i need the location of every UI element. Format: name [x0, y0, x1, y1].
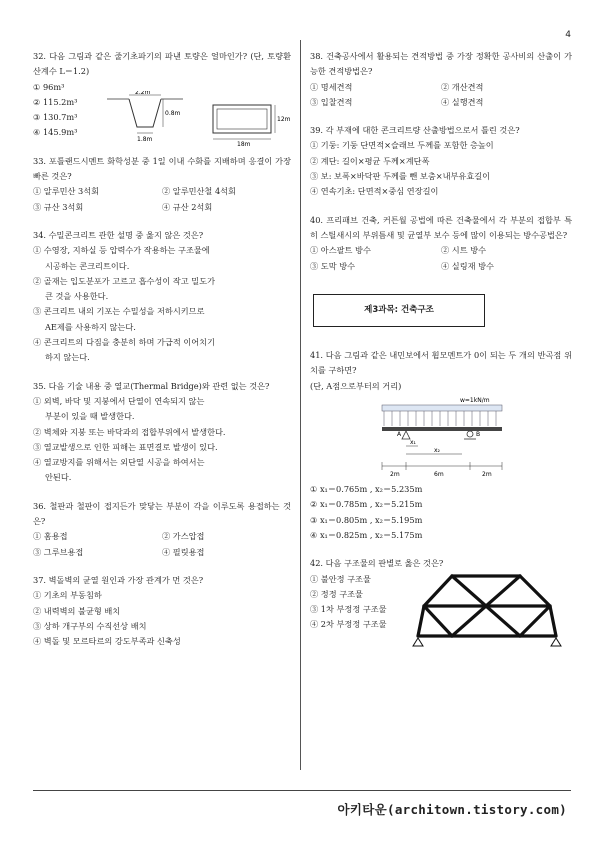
fig-label-width: 12m [277, 116, 291, 123]
option-1[interactable]: ① 96m³ [33, 81, 65, 92]
column-divider [300, 40, 301, 770]
option-2[interactable]: ② x₁＝0.785m , x₂＝5.215m [310, 499, 423, 510]
question-text: 41. 다음 그림과 같은 내민보에서 휨모멘트가 0이 되는 두 개의 반곡점 위치를 구하면? [310, 350, 572, 376]
option-4[interactable]: ④ 145.9m³ [33, 127, 78, 138]
question-text: 34. 수밀콘크리트 관한 설명 중 옳지 않은 것은? [33, 229, 204, 240]
option-3[interactable] [33, 304, 291, 335]
page-number: 4 [565, 30, 571, 40]
question-text: 32. 다음 그림과 같은 줄기초파기의 파낸 토량은 얼마인가? (단, 토량환산계수 L＝1.2) [33, 51, 291, 77]
left-column [33, 49, 291, 662]
overhang-beam-figure [310, 394, 572, 482]
option-3[interactable]: ③ 보: 보폭×바닥판 두께를 뺀 보춤×내부유효길이 [310, 171, 491, 182]
option-line-cont: 시공하는 콘크리트이다. [45, 260, 130, 271]
question-text: 38. 건축공사에서 활용되는 견적방법 중 가장 정확한 공사비의 산출이 가능한 견적방법은? [310, 51, 572, 77]
fig-label-length: 18m [237, 141, 251, 148]
option-2[interactable] [33, 274, 291, 305]
option-3[interactable]: ③ x₁＝0.805m , x₂＝5.195m [310, 514, 423, 525]
fig-label-load: w=1kN/m [460, 397, 490, 405]
section-title: 제3과목: 건축구조 [313, 294, 485, 327]
option-2[interactable]: ② 가스압접 [162, 531, 205, 542]
fig-label-depth: 0.8m [165, 110, 181, 117]
question-40 [310, 213, 572, 274]
option-line-cont: 부분이 있을 때 발생한다. [45, 411, 135, 422]
option-4[interactable]: ④ 2차 부정정 구조물 [310, 619, 387, 630]
option-3[interactable]: ③ 1차 부정정 구조물 [310, 604, 387, 615]
option-3[interactable]: ③ 도막 방수 [310, 260, 356, 271]
option-row [33, 200, 291, 215]
option-line: ③ 콘크리트 내의 기포는 수밀성을 저하시키므로 [33, 306, 205, 317]
option-1[interactable]: ① 명세견적 [310, 81, 353, 92]
option-3[interactable]: ③ 상하 개구부의 수직선상 배치 [33, 620, 147, 631]
fig-label-span1: 2m [390, 471, 400, 479]
truss-figure [410, 570, 570, 648]
question-33 [33, 154, 291, 215]
question-text: 37. 벽돌벽의 균열 원인과 가장 관계가 먼 것은? [33, 574, 204, 585]
option-line-cont: 큰 것을 사용한다. [45, 291, 109, 302]
option-1[interactable] [33, 394, 291, 425]
option-1[interactable]: ① 알루민산 3석회 [33, 186, 100, 197]
trench-figure [91, 91, 291, 153]
question-text: 33. 포틀랜드시멘트 화학성분 중 1일 이내 수화를 지배하며 응결이 가장 빠른 것은? [33, 155, 291, 182]
option-1[interactable]: ① x₁＝0.765m , x₂＝5.235m [310, 484, 423, 495]
option-1[interactable]: ① 홈용접 [33, 531, 68, 542]
question-37 [33, 573, 291, 649]
option-row [33, 184, 291, 199]
option-row [310, 243, 572, 258]
question-32 [33, 49, 291, 148]
option-4[interactable]: ④ 실행견적 [441, 96, 484, 107]
footer-source: 아키타운(architown.tistory.com) [337, 802, 567, 817]
fig-label-x2: x₂ [434, 447, 440, 455]
option-2[interactable]: ② 개산견적 [441, 81, 484, 92]
option-4[interactable] [33, 455, 291, 486]
option-row [33, 545, 291, 560]
option-4[interactable]: ④ x₁＝0.825m , x₂＝5.175m [310, 529, 423, 540]
option-line: ④ 열교방지를 위해서는 외단열 시공을 하여서는 [33, 457, 205, 468]
option-3[interactable]: ③ 규산 3석회 [33, 201, 84, 212]
option-line-cont: 안된다. [45, 472, 72, 483]
question-text: 35. 다음 기술 내용 중 열교(Thermal Bridge)와 관련 없는 것은? [33, 380, 270, 391]
option-3[interactable]: ③ 입찰견적 [310, 96, 353, 107]
option-1[interactable]: ① 불안정 구조물 [310, 573, 371, 584]
question-text: 40. 프리패브 건축, 커튼월 공법에 따른 건축물에서 각 부분의 접합부 특히 스틸새시의 부위틈새 및 균열부 보수 등에 많이 이용되는 방수공법은? [310, 214, 572, 240]
fig-label-span3: 2m [482, 471, 492, 479]
option-4[interactable]: ④ 실링재 방수 [441, 260, 494, 271]
question-38 [310, 49, 572, 110]
question-note: (단, A점으로부터의 거리) [310, 380, 402, 391]
question-34 [33, 228, 291, 366]
option-row [33, 529, 291, 544]
question-text: 42. 다음 구조물의 판별로 옳은 것은? [310, 558, 444, 569]
option-2[interactable]: ② 알루민산철 4석회 [162, 186, 236, 197]
fig-label-a: A [397, 431, 402, 439]
option-2[interactable]: ② 계단: 길이×평균 두께×계단폭 [310, 155, 430, 166]
option-4[interactable]: ④ 벽돌 및 모르타르의 강도부족과 신축성 [33, 636, 181, 647]
fig-label-x1: x₁ [410, 439, 416, 447]
option-line: ④ 콘크리트의 다짐을 충분히 하며 가급적 이어치기 [33, 337, 215, 348]
option-row [310, 259, 572, 274]
option-line-cont: 하지 않는다. [45, 352, 90, 363]
option-1[interactable]: ① 기둥: 기둥 단면적×슬래브 두께를 포함한 층높이 [310, 140, 494, 151]
fig-label-top: 2.2m [135, 91, 151, 96]
question-text: 36. 철판과 철판이 접지든가 맞닿는 부분이 각을 이루도록 용접하는 것은? [33, 500, 291, 527]
option-1[interactable] [33, 243, 291, 274]
question-41 [310, 348, 572, 543]
question-36 [33, 499, 291, 560]
option-1[interactable]: ① 아스팔트 방수 [310, 245, 371, 256]
option-line: ② 골재는 입도분포가 고르고 흡수성이 작고 밀도가 [33, 275, 215, 286]
option-4[interactable]: ④ 규산 2석회 [162, 201, 213, 212]
option-line: ① 수영장, 지하실 등 압력수가 작용하는 구조물에 [33, 245, 210, 256]
option-line: ③ 열교발생으로 인한 피해는 표면결로 발생이 있다. [33, 441, 218, 452]
option-line: ② 벽체와 지붕 또는 바닥과의 접합부위에서 발생한다. [33, 426, 226, 437]
fig-label-bottom: 1.8m [137, 136, 153, 143]
option-3[interactable]: ③ 그루브용접 [33, 546, 84, 557]
option-row [310, 80, 572, 95]
option-row [310, 95, 572, 110]
right-column [310, 49, 572, 646]
question-text: 39. 각 부재에 대한 콘크리트량 산출방법으로서 틀린 것은? [310, 125, 520, 136]
option-2[interactable]: ② 시트 방수 [441, 245, 487, 256]
question-42 [310, 556, 572, 632]
option-line: ① 외벽, 바닥 및 지붕에서 단열이 연속되지 않는 [33, 395, 205, 406]
option-2[interactable]: ② 내력벽의 불균형 배치 [33, 605, 121, 616]
question-39 [310, 123, 572, 199]
question-35 [33, 379, 291, 486]
option-3[interactable] [33, 440, 291, 455]
option-3[interactable]: ③ 130.7m³ [33, 112, 78, 123]
option-line-cont: AE제를 사용하지 않는다. [45, 321, 136, 332]
option-4[interactable]: ④ 필릿용접 [162, 546, 205, 557]
option-4[interactable]: ④ 연속기초: 단면적×중심 연장길이 [310, 186, 439, 197]
option-2[interactable] [33, 425, 291, 440]
fig-label-span2: 6m [434, 471, 444, 479]
option-2[interactable]: ② 정정 구조물 [310, 588, 363, 599]
fig-label-b: B [476, 431, 481, 439]
option-4[interactable] [33, 335, 291, 366]
footer-rule [33, 790, 571, 791]
option-2[interactable]: ② 115.2m³ [33, 96, 78, 107]
option-1[interactable]: ① 기초의 부동침하 [33, 590, 102, 601]
